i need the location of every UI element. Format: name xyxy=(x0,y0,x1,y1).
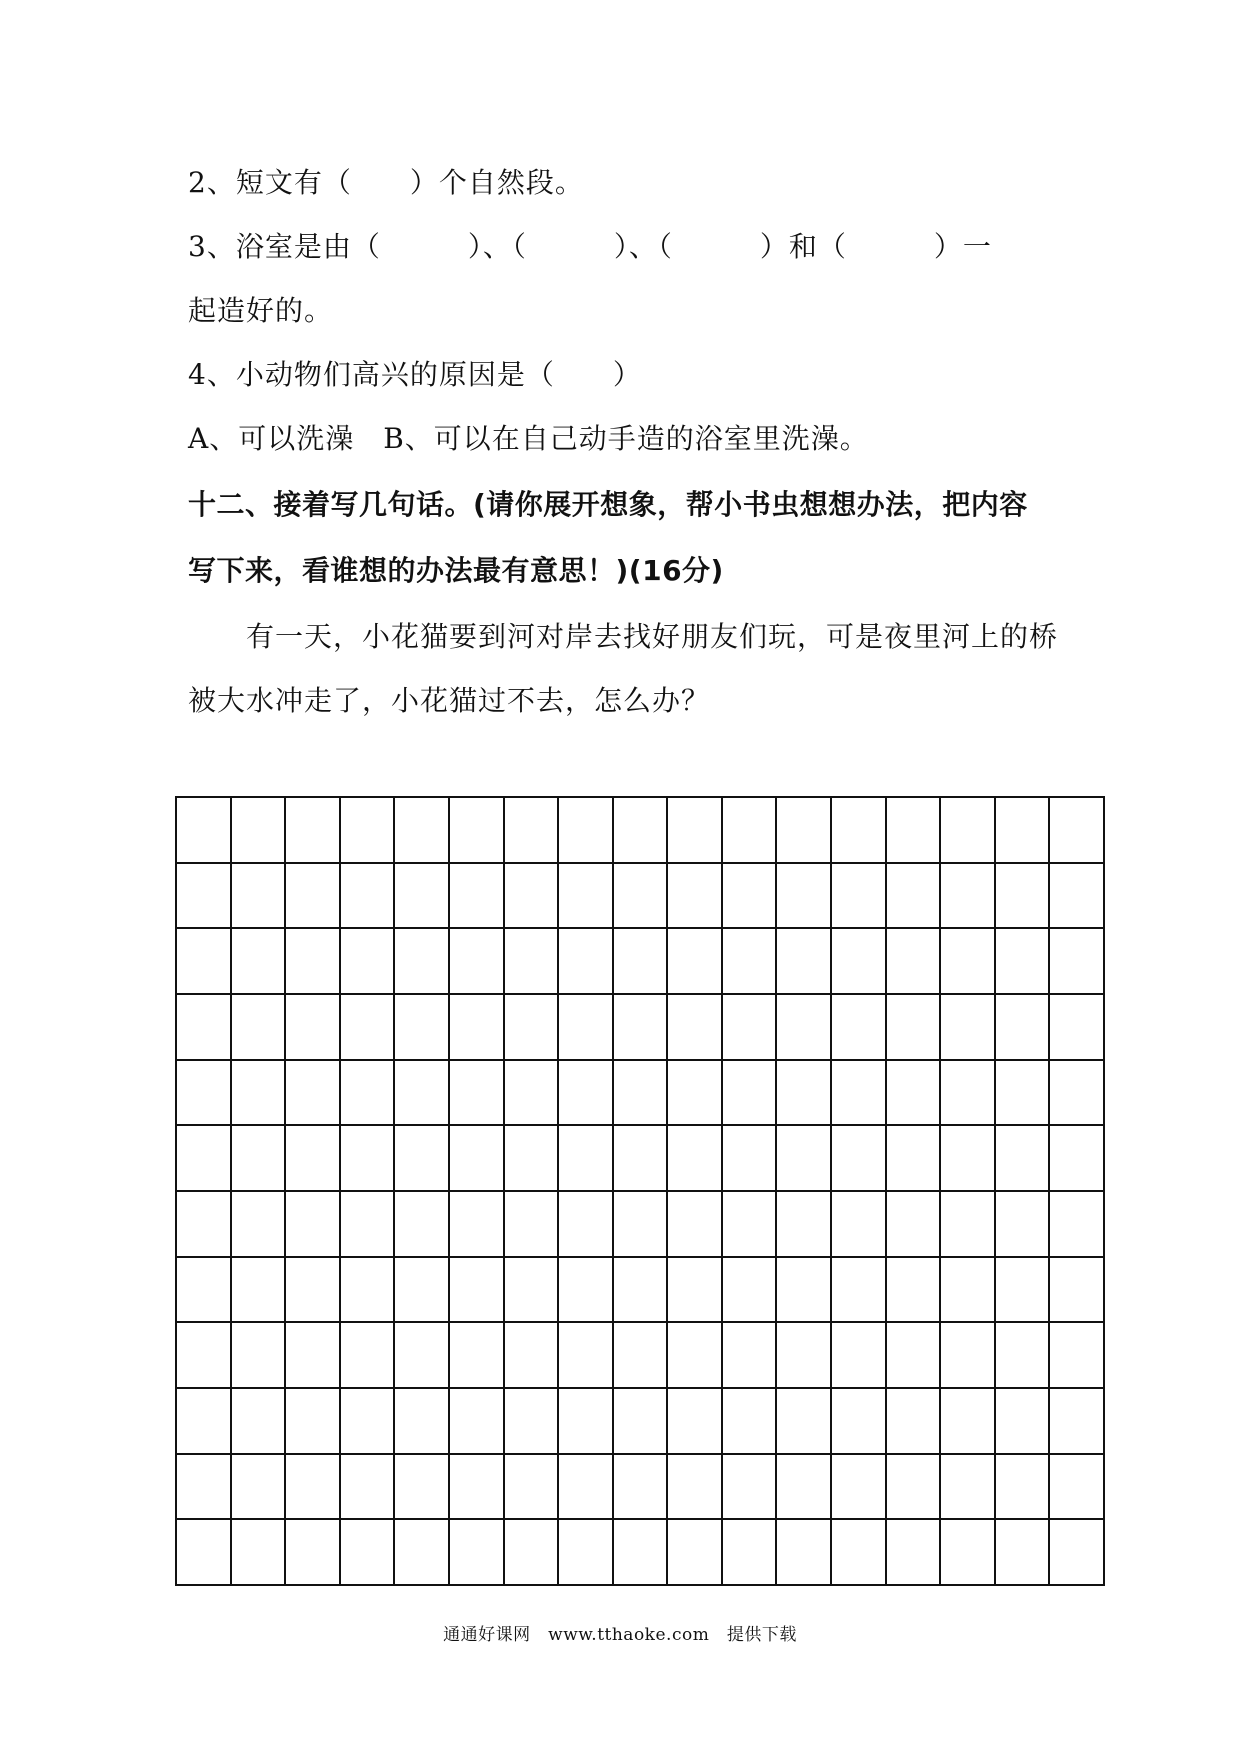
grid-cell[interactable] xyxy=(941,1061,996,1127)
grid-cell[interactable] xyxy=(286,798,341,864)
grid-cell[interactable] xyxy=(832,1389,887,1455)
grid-cell[interactable] xyxy=(777,1258,832,1324)
grid-cell[interactable] xyxy=(559,864,614,930)
grid-cell[interactable] xyxy=(832,995,887,1061)
grid-cell[interactable] xyxy=(395,1192,450,1258)
grid-cell[interactable] xyxy=(777,1192,832,1258)
grid-cell[interactable] xyxy=(232,929,287,995)
grid-cell[interactable] xyxy=(450,1192,505,1258)
section-12-title-line-2: 写下来，看谁想的办法最有意思！)(16分) xyxy=(188,554,724,587)
grid-cell[interactable] xyxy=(887,929,942,995)
grid-cell[interactable] xyxy=(1050,1389,1105,1455)
grid-cell[interactable] xyxy=(887,1455,942,1521)
grid-cell[interactable] xyxy=(395,1520,450,1586)
grid-cell[interactable] xyxy=(341,1323,396,1389)
grid-cell[interactable] xyxy=(177,1520,232,1586)
grid-cell[interactable] xyxy=(723,995,778,1061)
grid-cell[interactable] xyxy=(614,1192,669,1258)
grid-cell[interactable] xyxy=(668,798,723,864)
grid-cell[interactable] xyxy=(559,1455,614,1521)
grid-cell[interactable] xyxy=(887,798,942,864)
grid-cell[interactable] xyxy=(614,1520,669,1586)
story-line-2: 被大水冲走了，小花猫过不去，怎么办？ xyxy=(188,684,711,717)
grid-cell[interactable] xyxy=(996,1126,1051,1192)
grid-cell[interactable] xyxy=(341,929,396,995)
footer-text: 通通好课网 www.tthaoke.com 提供下载 xyxy=(443,1625,797,1645)
grid-cell[interactable] xyxy=(177,929,232,995)
grid-cell[interactable] xyxy=(341,1192,396,1258)
grid-cell[interactable] xyxy=(614,1061,669,1127)
grid-cell[interactable] xyxy=(286,864,341,930)
grid-cell[interactable] xyxy=(996,1455,1051,1521)
grid-cell[interactable] xyxy=(177,1258,232,1324)
grid-cell[interactable] xyxy=(559,1126,614,1192)
grid-cell[interactable] xyxy=(614,798,669,864)
grid-cell[interactable] xyxy=(286,1389,341,1455)
grid-cell[interactable] xyxy=(996,1258,1051,1324)
grid-cell[interactable] xyxy=(450,864,505,930)
grid-cell[interactable] xyxy=(395,798,450,864)
grid-cell[interactable] xyxy=(832,798,887,864)
writing-grid[interactable] xyxy=(175,796,1105,1586)
grid-cell[interactable] xyxy=(395,995,450,1061)
grid-cell[interactable] xyxy=(723,1323,778,1389)
grid-cell[interactable] xyxy=(286,1323,341,1389)
grid-cell[interactable] xyxy=(450,1323,505,1389)
grid-cell[interactable] xyxy=(723,1455,778,1521)
grid-cell[interactable] xyxy=(1050,864,1105,930)
section-12-title-line-1: 十二、接着写几句话。(请你展开想象，帮小书虫想想办法，把内容 xyxy=(188,488,1028,521)
grid-cell[interactable] xyxy=(232,1126,287,1192)
grid-cell[interactable] xyxy=(887,1389,942,1455)
grid-cell[interactable] xyxy=(177,864,232,930)
grid-cell[interactable] xyxy=(177,1389,232,1455)
grid-cell[interactable] xyxy=(505,1258,560,1324)
grid-cell[interactable] xyxy=(996,798,1051,864)
grid-cell[interactable] xyxy=(668,1455,723,1521)
grid-cell[interactable] xyxy=(832,1455,887,1521)
grid-cell[interactable] xyxy=(668,864,723,930)
grid-cell[interactable] xyxy=(341,1520,396,1586)
grid-cell[interactable] xyxy=(341,1258,396,1324)
grid-cell[interactable] xyxy=(832,1323,887,1389)
grid-cell[interactable] xyxy=(559,1061,614,1127)
grid-cell[interactable] xyxy=(832,929,887,995)
grid-cell[interactable] xyxy=(887,995,942,1061)
grid-cell[interactable] xyxy=(286,1520,341,1586)
grid-cell[interactable] xyxy=(723,1389,778,1455)
grid-cell[interactable] xyxy=(723,1520,778,1586)
grid-cell[interactable] xyxy=(395,1389,450,1455)
grid-cell[interactable] xyxy=(614,1455,669,1521)
grid-cell[interactable] xyxy=(450,1389,505,1455)
question-3-line-2: 起造好的。 xyxy=(188,294,334,327)
grid-cell[interactable] xyxy=(668,1323,723,1389)
grid-cell[interactable] xyxy=(341,995,396,1061)
grid-cell[interactable] xyxy=(286,1061,341,1127)
grid-cell[interactable] xyxy=(996,929,1051,995)
grid-cell[interactable] xyxy=(286,1455,341,1521)
grid-cell[interactable] xyxy=(777,798,832,864)
grid-cell[interactable] xyxy=(941,864,996,930)
grid-cell[interactable] xyxy=(668,1258,723,1324)
question-4: 4、小动物们高兴的原因是（ ） xyxy=(188,358,642,391)
grid-cell[interactable] xyxy=(395,1455,450,1521)
grid-cell[interactable] xyxy=(177,995,232,1061)
grid-cell[interactable] xyxy=(996,1061,1051,1127)
grid-cell[interactable] xyxy=(177,1126,232,1192)
grid-cell[interactable] xyxy=(286,1192,341,1258)
grid-cell[interactable] xyxy=(559,1258,614,1324)
question-4-options: A、可以洗澡 B、可以在自己动手造的浴室里洗澡。 xyxy=(188,422,869,455)
grid-cell[interactable] xyxy=(450,1061,505,1127)
grid-cell[interactable] xyxy=(723,798,778,864)
grid-cell[interactable] xyxy=(232,1455,287,1521)
grid-cell[interactable] xyxy=(996,995,1051,1061)
grid-cell[interactable] xyxy=(450,929,505,995)
grid-cell[interactable] xyxy=(341,798,396,864)
grid-cell[interactable] xyxy=(723,1126,778,1192)
grid-cell[interactable] xyxy=(887,1061,942,1127)
grid-cell[interactable] xyxy=(832,1192,887,1258)
grid-cell[interactable] xyxy=(941,1455,996,1521)
grid-cell[interactable] xyxy=(614,1389,669,1455)
grid-cell[interactable] xyxy=(887,1258,942,1324)
grid-cell[interactable] xyxy=(177,1455,232,1521)
grid-cell[interactable] xyxy=(450,995,505,1061)
grid-cell[interactable] xyxy=(450,798,505,864)
grid-cell[interactable] xyxy=(941,1192,996,1258)
grid-cell[interactable] xyxy=(559,1192,614,1258)
grid-cell[interactable] xyxy=(614,929,669,995)
question-2: 2、短文有（ ）个自然段。 xyxy=(188,166,584,199)
grid-cell[interactable] xyxy=(887,1192,942,1258)
grid-cell[interactable] xyxy=(777,1061,832,1127)
grid-cell[interactable] xyxy=(777,1323,832,1389)
grid-cell[interactable] xyxy=(232,1389,287,1455)
grid-cell[interactable] xyxy=(668,1389,723,1455)
grid-cell[interactable] xyxy=(505,1126,560,1192)
grid-cell[interactable] xyxy=(1050,929,1105,995)
grid-cell[interactable] xyxy=(232,1061,287,1127)
grid-cell[interactable] xyxy=(777,1126,832,1192)
grid-cell[interactable] xyxy=(395,1061,450,1127)
grid-cell[interactable] xyxy=(941,1323,996,1389)
grid-cell[interactable] xyxy=(996,1192,1051,1258)
grid-cell[interactable] xyxy=(887,1126,942,1192)
grid-cell[interactable] xyxy=(177,1192,232,1258)
grid-cell[interactable] xyxy=(832,1520,887,1586)
grid-cell[interactable] xyxy=(668,1061,723,1127)
grid-cell[interactable] xyxy=(941,1389,996,1455)
grid-cell[interactable] xyxy=(941,1520,996,1586)
grid-cell[interactable] xyxy=(505,995,560,1061)
grid-cell[interactable] xyxy=(614,1323,669,1389)
grid-cell[interactable] xyxy=(777,1520,832,1586)
grid-cell[interactable] xyxy=(286,995,341,1061)
grid-cell[interactable] xyxy=(286,1126,341,1192)
grid-cell[interactable] xyxy=(996,1389,1051,1455)
grid-cell[interactable] xyxy=(832,1061,887,1127)
grid-cell[interactable] xyxy=(1050,995,1105,1061)
grid-cell[interactable] xyxy=(341,1126,396,1192)
grid-cell[interactable] xyxy=(941,1126,996,1192)
grid-cell[interactable] xyxy=(832,1258,887,1324)
grid-cell[interactable] xyxy=(996,864,1051,930)
grid-cell[interactable] xyxy=(232,864,287,930)
grid-cell[interactable] xyxy=(887,1323,942,1389)
grid-cell[interactable] xyxy=(723,1192,778,1258)
grid-cell[interactable] xyxy=(614,1258,669,1324)
grid-cell[interactable] xyxy=(777,995,832,1061)
grid-cell[interactable] xyxy=(1050,1323,1105,1389)
grid-cell[interactable] xyxy=(1050,1126,1105,1192)
grid-cell[interactable] xyxy=(941,1258,996,1324)
grid-cell[interactable] xyxy=(395,929,450,995)
grid-cell[interactable] xyxy=(941,798,996,864)
grid-cell[interactable] xyxy=(505,1520,560,1586)
grid-cell[interactable] xyxy=(723,929,778,995)
grid-cell[interactable] xyxy=(559,1323,614,1389)
grid-cell[interactable] xyxy=(232,1520,287,1586)
grid-cell[interactable] xyxy=(614,1126,669,1192)
story-line-1: 有一天，小花猫要到河对岸去找好朋友们玩，可是夜里河上的桥 xyxy=(246,620,1059,653)
grid-cell[interactable] xyxy=(177,798,232,864)
grid-cell[interactable] xyxy=(505,798,560,864)
grid-cell[interactable] xyxy=(559,1520,614,1586)
grid-cell[interactable] xyxy=(941,995,996,1061)
grid-cell[interactable] xyxy=(395,1323,450,1389)
grid-cell[interactable] xyxy=(559,798,614,864)
grid-cell[interactable] xyxy=(887,1520,942,1586)
grid-cell[interactable] xyxy=(668,1192,723,1258)
grid-cell[interactable] xyxy=(777,1455,832,1521)
grid-cell[interactable] xyxy=(177,1323,232,1389)
grid-cell[interactable] xyxy=(286,1258,341,1324)
grid-cell[interactable] xyxy=(1050,798,1105,864)
grid-cell[interactable] xyxy=(832,1126,887,1192)
grid-cell[interactable] xyxy=(832,864,887,930)
grid-cell[interactable] xyxy=(341,864,396,930)
grid-cell[interactable] xyxy=(668,995,723,1061)
grid-cell[interactable] xyxy=(777,864,832,930)
grid-cell[interactable] xyxy=(232,1258,287,1324)
grid-cell[interactable] xyxy=(232,1192,287,1258)
grid-cell[interactable] xyxy=(505,1455,560,1521)
grid-cell[interactable] xyxy=(1050,1061,1105,1127)
grid-cell[interactable] xyxy=(395,1258,450,1324)
grid-cell[interactable] xyxy=(559,995,614,1061)
grid-cell[interactable] xyxy=(723,1258,778,1324)
grid-cell[interactable] xyxy=(559,929,614,995)
grid-cell[interactable] xyxy=(668,1126,723,1192)
grid-cell[interactable] xyxy=(505,1323,560,1389)
grid-cell[interactable] xyxy=(450,1455,505,1521)
grid-cell[interactable] xyxy=(996,1323,1051,1389)
grid-cell[interactable] xyxy=(614,864,669,930)
grid-cell[interactable] xyxy=(777,1389,832,1455)
grid-cell[interactable] xyxy=(996,1520,1051,1586)
grid-cell[interactable] xyxy=(1050,1258,1105,1324)
grid-cell[interactable] xyxy=(505,1192,560,1258)
grid-cell[interactable] xyxy=(777,929,832,995)
grid-cell[interactable] xyxy=(723,864,778,930)
grid-cell[interactable] xyxy=(232,798,287,864)
grid-cell[interactable] xyxy=(1050,1520,1105,1586)
grid-cell[interactable] xyxy=(395,864,450,930)
grid-cell[interactable] xyxy=(232,995,287,1061)
grid-cell[interactable] xyxy=(341,1455,396,1521)
grid-cell[interactable] xyxy=(559,1389,614,1455)
grid-cell[interactable] xyxy=(668,1520,723,1586)
grid-cell[interactable] xyxy=(505,929,560,995)
grid-cell[interactable] xyxy=(941,929,996,995)
grid-cell[interactable] xyxy=(505,1389,560,1455)
grid-cell[interactable] xyxy=(395,1126,450,1192)
grid-cell[interactable] xyxy=(286,929,341,995)
grid-cell[interactable] xyxy=(341,1061,396,1127)
grid-cell[interactable] xyxy=(505,864,560,930)
grid-cell[interactable] xyxy=(341,1389,396,1455)
grid-cell[interactable] xyxy=(887,864,942,930)
grid-cell[interactable] xyxy=(668,929,723,995)
grid-cell[interactable] xyxy=(177,1061,232,1127)
grid-cell[interactable] xyxy=(505,1061,560,1127)
grid-cell[interactable] xyxy=(450,1258,505,1324)
grid-cell[interactable] xyxy=(614,995,669,1061)
grid-cell[interactable] xyxy=(1050,1192,1105,1258)
question-3-line-1: 3、浴室是由（ ）、（ ）、（ ）和（ ）一 xyxy=(188,230,992,263)
grid-cell[interactable] xyxy=(450,1520,505,1586)
grid-cell[interactable] xyxy=(1050,1455,1105,1521)
grid-cell[interactable] xyxy=(450,1126,505,1192)
grid-cell[interactable] xyxy=(232,1323,287,1389)
grid-cell[interactable] xyxy=(723,1061,778,1127)
